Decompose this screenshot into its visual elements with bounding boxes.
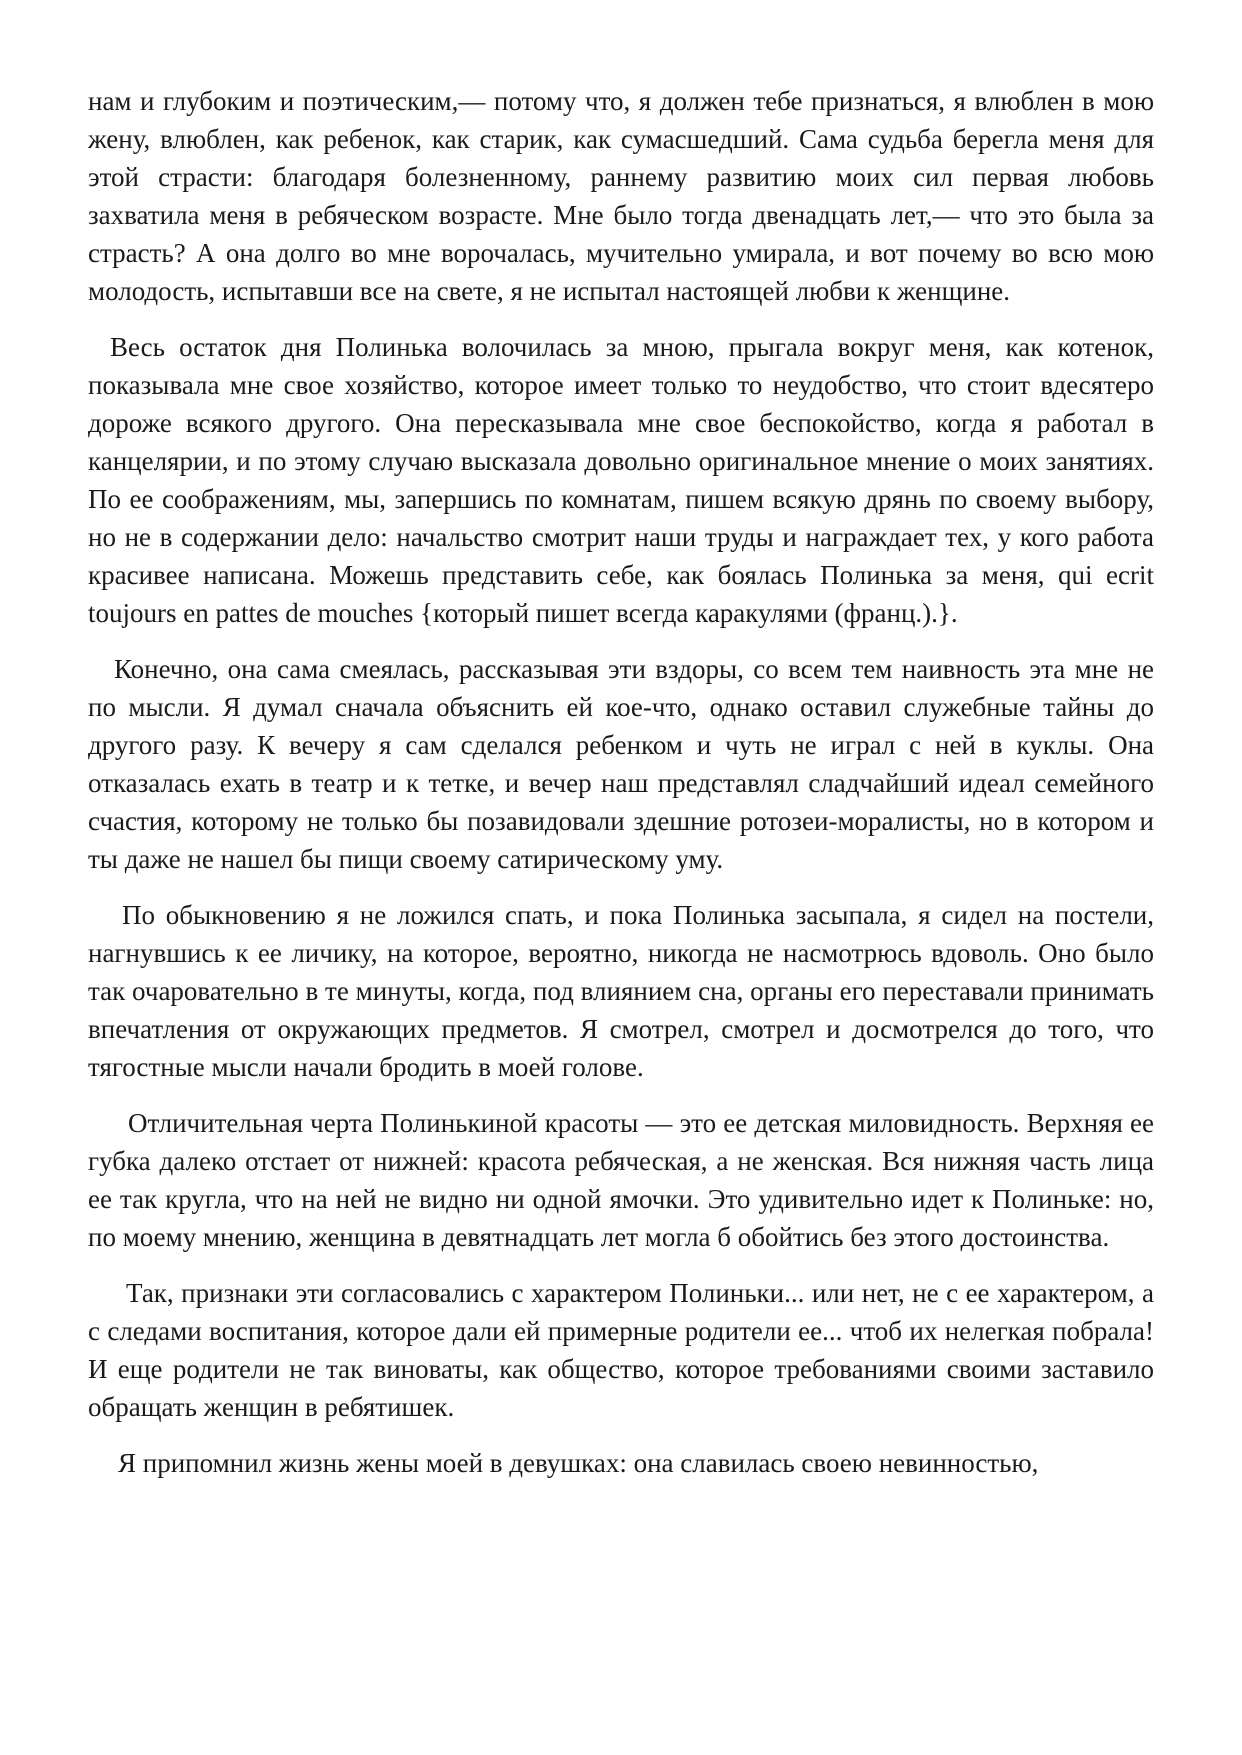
paragraph-1: нам и глубоким и поэтическим,— потому что, я должен тебе признаться, я влюблен в мою жену, влюблен, как ребенок, как старик, как сумасшедший. Сама судьба берегла меня для этой страсти: благодаря болезненному, раннему развитию моих сил первая любовь захватила меня в ребяческом возрасте. Мне было тогда двенадцать лет,— что это была за страсть? А она долго во мне ворочалась, мучительно умирала, и вот почему во всю мою молодость, испытавши все на свете, я не испытал настоящей любви к женщине.: [88, 86, 1154, 306]
document-page: [88, 82, 1154, 1500]
paragraph-2: Весь остаток дня Полинька волочилась за мною, прыгала вокруг меня, как котенок, показывала мне свое хозяйство, которое имеет только то неудобство, что стоит вдесятеро дороже всякого другого. Она пересказывала мне свое беспокойство, когда я работал в канцелярии, и по этому случаю высказала довольно оригинальное мнение о моих занятиях. По ее соображениям, мы, запершись по комнатам, пишем всякую дрянь по своему выбору, но не в содержании дело: начальство смотрит наши труды и награждает тех, у кого работа красивее написана. Можешь представить себе, как боялась Полинька за меня, qui ecrit toujours en pattes de mouches {который пишет всегда каракулями (франц.).}.: [88, 332, 1154, 628]
paragraph-5: Отличительная черта Полинькиной красоты — это ее детская миловидность. Верхняя ее губка далеко отстает от нижней: красота ребяческая, а не женская. Вся нижняя часть лица ее так кругла, что на ней не видно ни одной ямочки. Это удивительно идет к Полиньке: но, по моему мнению, женщина в девятнадцать лет могла б обойтись без этого достоинства.: [88, 1108, 1154, 1252]
paragraph-3: Конечно, она сама смеялась, рассказывая эти вздоры, со всем тем наивность эта мне не по мысли. Я думал сначала объяснить ей кое-что, однако оставил служебные тайны до другого разу. К вечеру я сам сделался ребенком и чуть не играл с ней в куклы. Она отказалась ехать в театр и к тетке, и вечер наш представлял сладчайший идеал семейного счастия, которому не только бы позавидовали здешние ротозеи-моралисты, но в котором и ты даже не нашел бы пищи своему сатирическому уму.: [88, 654, 1154, 874]
paragraph-7: Я припомнил жизнь жены моей в девушках: она славилась своею невинностью,: [118, 1448, 1039, 1478]
paragraph-4: По обыкновению я не ложился спать, и пока Полинька засыпала, я сидел на постели, нагнувшись к ее личику, на которое, вероятно, никогда не насмотрюсь вдоволь. Оно было так очаровательно в те минуты, когда, под влиянием сна, органы его переставали принимать впечатления от окружающих предметов. Я смотрел, смотрел и досмотрелся до того, что тягостные мысли начали бродить в моей голове.: [88, 900, 1154, 1082]
paragraph-6: Так, признаки эти согласовались с характером Полиньки... или нет, не с ее характером, а с следами воспитания, которое дали ей примерные родители ее... чтоб их нелегкая побрала! И еще родители не так виноваты, как общество, которое требованиями своими заставило обращать женщин в ребятишек.: [88, 1278, 1154, 1422]
